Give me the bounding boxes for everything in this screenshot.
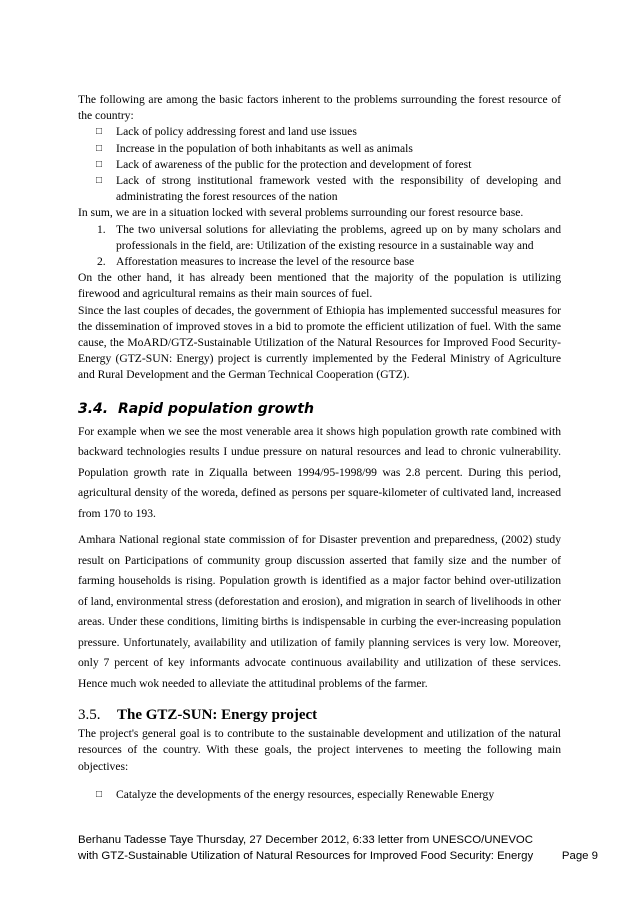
section-title: The GTZ-SUN: Energy project xyxy=(117,707,318,724)
population-paragraph-1: For example when we see the most venerable area it shows high population growth rate combined with backward technologies results I undue pressure on natural resources and lead to chronic vulnerability. Population growth rate in Ziqualla between 1994/95-1998/99 was 2.8 percent. During this period, agricultural density of the woreda, defined as persons per square-kilometer of cultivated land, increased from 170 to 193. xyxy=(78,424,561,520)
bullet-text: Lack of strong institutional framework vested with the responsibility of developing and administrating the forest resources of the nation xyxy=(116,174,561,204)
checkbox-icon: □ xyxy=(96,142,103,154)
bullet-text: Increase in the population of both inhabitants as well as animals xyxy=(116,141,413,155)
sum-paragraph: In sum, we are in a situation locked with several problems surrounding our forest resource base. xyxy=(78,206,524,220)
checkbox-icon: □ xyxy=(96,175,103,187)
bullet-text: Lack of awareness of the public for the protection and development of forest xyxy=(116,157,472,171)
numbered-text: The two universal solutions for alleviating the problems, agreed up on by many scholars and professionals in the field, are: Utilization of the existing resource in a sustainable way and xyxy=(116,222,561,252)
bullet-text: Catalyze the developments of the energy resources, especially Renewable Energy xyxy=(116,787,495,801)
bullet-item xyxy=(78,141,561,157)
bullet-text: Lack of policy addressing forest and land use issues xyxy=(116,125,357,139)
page-footer xyxy=(78,832,598,864)
checkbox-icon: □ xyxy=(96,788,103,800)
footer-line-2: with GTZ-Sustainable Utilization of Natural Resources for Improved Food Security: Energy xyxy=(78,850,534,862)
bullet-item xyxy=(78,787,561,803)
section-heading-3-4 xyxy=(78,400,561,418)
population-paragraph-2: Amhara National regional state commission of for Disaster prevention and preparedness, (2002) study result on Participations of community group discussion asserted that family size and the number of farming households is rising. Population growth is identified as a major factor behind over-utilization of land, environmental stress (deforestation and erosion), and migration in search of livelihoods in other areas. Under these conditions, limiting births is indispensable in curbing the ever-increasing population pressure. Unfortunately, availability and utilization of family planning services is very low. Moreover, only 7 percent of key informants advocate continuous availability and utilization of these services. Hence much wok needed to alleviate the attitudinal problems of the farmer. xyxy=(78,533,561,690)
project-paragraph: The project's general goal is to contribute to the sustainable development and utilization of the natural resources of the country. With these goals, the project intervenes to meeting the following main objectives: xyxy=(78,727,561,773)
numbered-text: Afforestation measures to increase the level of the resource base xyxy=(116,255,415,269)
numbered-item xyxy=(78,222,561,254)
list-number: 2. xyxy=(97,255,106,269)
checkbox-icon: □ xyxy=(96,158,103,170)
numbered-item xyxy=(78,254,561,270)
checkbox-icon: □ xyxy=(96,126,103,138)
bullet-item xyxy=(78,124,561,140)
section-title: Rapid population growth xyxy=(118,400,314,417)
bullet-item xyxy=(78,173,561,205)
list-number: 1. xyxy=(97,222,106,236)
page-body xyxy=(78,92,561,803)
other-hand-paragraph: On the other hand, it has already been mentioned that the majority of the population is utilizing firewood and agricultural remains as their main sources of fuel. xyxy=(78,271,561,301)
section-heading-3-5 xyxy=(78,706,561,724)
page-number: Page 9 xyxy=(561,850,598,862)
since-paragraph: Since the last couples of decades, the government of Ethiopia has implemented successful measures for the dissemination of improved stoves in a bid to promote the efficient utilization of fuel. With the same cause, the MoARD/GTZ-Sustainable Utilization of the Natural Resources for Improved Food Security-Energy (GTZ-SUN: Energy) project is currently implemented by the Federal Ministry of Agriculture and Rural Development and the German Technical Cooperation (GTZ). xyxy=(78,303,561,382)
section-number: 3.4. xyxy=(78,400,109,417)
footer-line-1: Berhanu Tadesse Taye Thursday, 27 December 2012, 6:33 letter from UNESCO/UNEVOC xyxy=(78,834,533,846)
section-number: 3.5. xyxy=(78,707,101,724)
intro-paragraph: The following are among the basic factors inherent to the problems surrounding the forest resource of the country: xyxy=(78,93,561,123)
bullet-item xyxy=(78,157,561,173)
